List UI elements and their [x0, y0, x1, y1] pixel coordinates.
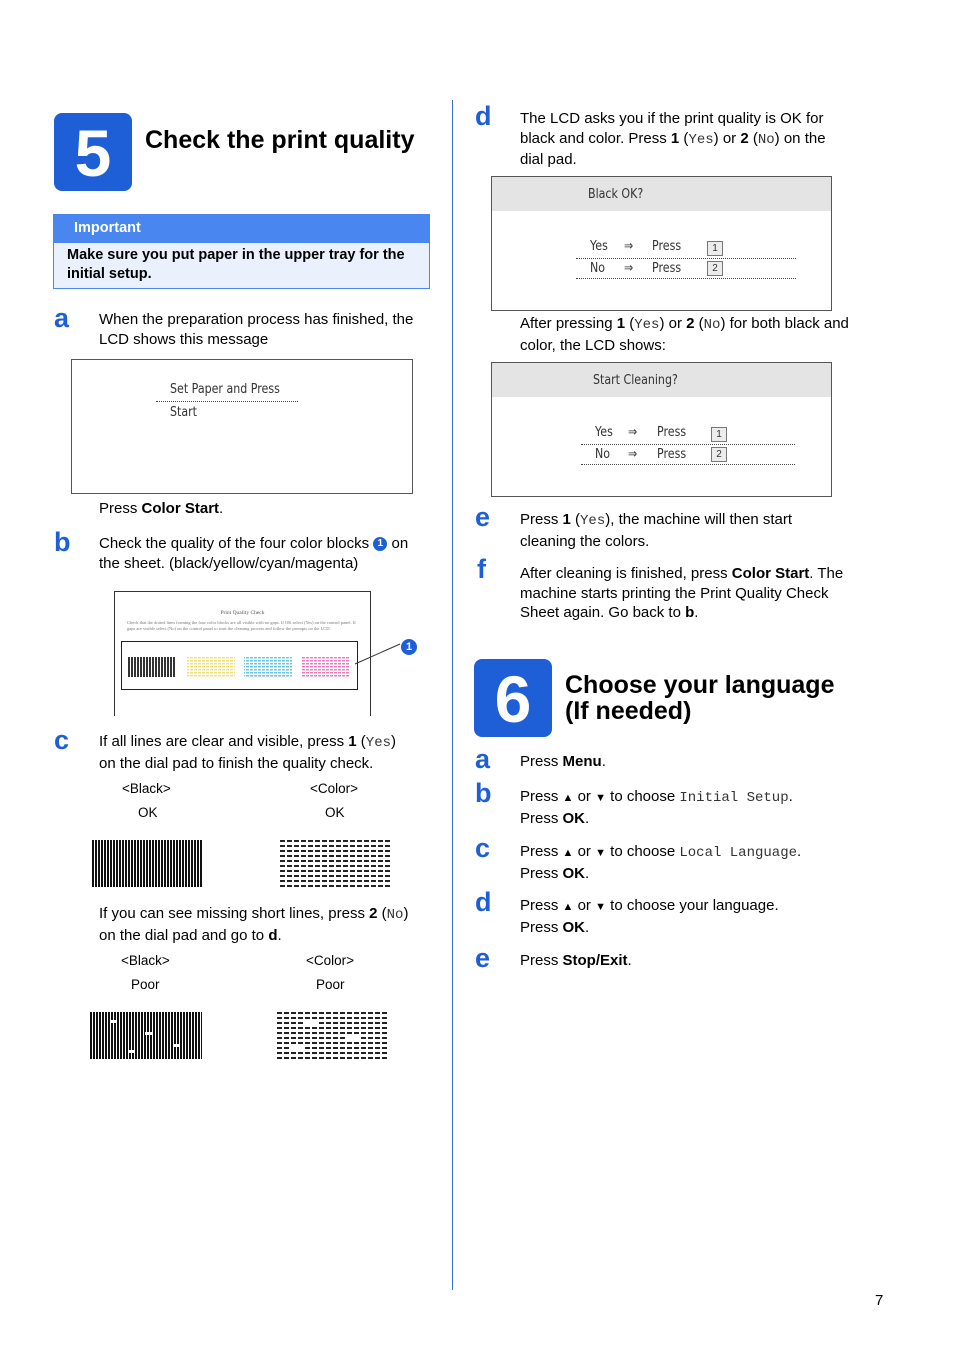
lcd-black-ok-title: Black OK?	[588, 187, 644, 202]
step-5f-text: After cleaning is finished, press Color Start. The machine starts printing the Print Quality Check Sheet again. Go back to b.	[520, 565, 844, 621]
step-5e-letter: e	[475, 502, 491, 532]
important-header-label: Important	[74, 220, 141, 236]
step-6c-text: Press ▲ or ▼ to choose Local Language. Press OK.	[520, 843, 802, 882]
lcd-press: Press	[652, 239, 682, 254]
step-5d-text: The LCD asks you if the print quality is OK for black and color. Press 1 (Yes) or 2 (No) on the dial pad.	[520, 110, 826, 168]
lcd-line1: Set Paper and Press	[170, 382, 280, 397]
black-block	[127, 657, 175, 677]
down-arrow-icon: ▼	[595, 792, 606, 804]
cyan-block	[244, 657, 292, 677]
step-6a-text: Press Menu.	[520, 753, 606, 770]
arrow-icon: ⇒	[624, 239, 634, 254]
quality-sheet	[114, 591, 371, 716]
step-6e-text: Press Stop/Exit.	[520, 952, 632, 969]
arrow-icon: ⇒	[628, 447, 638, 462]
step-6d-letter: d	[475, 887, 492, 917]
step-5c-text2: If you can see missing short lines, press 2 (No) on the dial pad and go to d.	[99, 905, 409, 944]
lcd-dotline	[576, 258, 796, 259]
key-1: 1	[711, 427, 727, 442]
important-text: Make sure you put paper in the upper tray for the initial setup.	[67, 247, 405, 282]
sheet-title: Print Quality Check	[220, 610, 265, 616]
important-box	[53, 214, 430, 289]
lcd-dotline	[576, 278, 796, 279]
ok-color-label: <Color>	[310, 781, 359, 796]
step-5c-text1: If all lines are clear and visible, press 1 (Yes) on the dial pad to finish the quality check.	[99, 733, 397, 772]
step-5d-letter: d	[475, 101, 492, 131]
ok-color-value: OK	[325, 805, 345, 820]
up-arrow-icon: ▲	[562, 847, 574, 859]
lcd-yes: Yes	[590, 239, 608, 254]
poor-color-label: <Color>	[306, 953, 355, 968]
step-6d-text: Press ▲ or ▼ to choose your language. Press OK.	[520, 897, 779, 936]
color-blocks-frame	[121, 641, 358, 690]
arrow-icon: ⇒	[628, 425, 638, 440]
step-5a-after: Press Color Start.	[99, 500, 224, 517]
page-number: 7	[875, 1292, 884, 1309]
lcd-yes: Yes	[595, 425, 613, 440]
lcd-black-ok-header	[492, 177, 831, 211]
key-2: 2	[711, 447, 727, 462]
poor-color-pattern	[277, 1012, 391, 1060]
lcd-press: Press	[652, 261, 682, 276]
lcd-dotline	[156, 401, 298, 402]
lcd-dotline	[581, 444, 795, 445]
lcd-dotline	[581, 464, 795, 465]
step-5a-text: When the preparation process has finished, the LCD shows this message	[99, 311, 414, 348]
poor-black-value: Poor	[131, 977, 160, 992]
poor-black-pattern	[90, 1012, 204, 1060]
poor-black-label: <Black>	[121, 953, 170, 968]
lcd-press: Press	[657, 447, 687, 462]
lcd-line2: Start	[170, 405, 198, 420]
step-6-title-line1: Choose your language	[565, 671, 835, 699]
down-arrow-icon: ▼	[595, 901, 606, 913]
column-divider	[452, 100, 453, 1290]
step-5a-letter: a	[54, 303, 70, 333]
key-1: 1	[707, 241, 723, 256]
lcd-press: Press	[657, 425, 687, 440]
step-6a-letter: a	[475, 744, 491, 774]
ok-black-value: OK	[138, 805, 158, 820]
step-5b-text: Check the quality of the four color blocks 1 on the sheet. (black/yellow/cyan/magenta)	[99, 535, 409, 572]
ok-black-pattern	[92, 840, 204, 888]
lcd-start-cleaning	[491, 362, 832, 497]
lcd-no: No	[595, 447, 611, 462]
step-6-title-line2: (If needed)	[565, 697, 692, 725]
step-5e-text: Press 1 (Yes), the machine will then start cleaning the colors.	[520, 511, 793, 550]
poor-color-value: Poor	[316, 977, 345, 992]
sheet-text: Check that the dotted lines forming the four color blocks are all visible with no gaps. If OK select (Yes) on the control panel. If gaps are visible select (No) on the control panel to start the cleaning process and follow the prompts on the LCD.	[127, 620, 356, 631]
step-6e-letter: e	[475, 943, 491, 973]
key-2: 2	[707, 261, 723, 276]
ok-black-label: <Black>	[122, 781, 171, 796]
up-arrow-icon: ▲	[562, 901, 574, 913]
arrow-icon: ⇒	[624, 261, 634, 276]
down-arrow-icon: ▼	[595, 847, 606, 859]
yellow-block	[187, 657, 235, 677]
step-5d-after: After pressing 1 (Yes) or 2 (No) for both black and color, the LCD shows:	[520, 315, 849, 354]
step-5-title: Check the print quality	[145, 126, 415, 154]
step-6-badge: 6	[474, 659, 552, 737]
step-6b-text: Press ▲ or ▼ to choose Initial Setup. Press OK.	[520, 788, 793, 827]
step-6b-letter: b	[475, 778, 492, 808]
lcd-set-paper	[71, 359, 413, 494]
magenta-block	[302, 657, 350, 677]
callout-1-inline: 1	[373, 537, 387, 551]
lcd-black-ok	[491, 176, 832, 311]
ok-color-pattern	[280, 840, 392, 888]
step-5c-letter: c	[54, 725, 70, 755]
lcd-start-cleaning-title: Start Cleaning?	[593, 373, 678, 388]
up-arrow-icon: ▲	[562, 792, 574, 804]
step-5f-letter: f	[477, 554, 486, 584]
color-blocks	[122, 642, 357, 689]
lcd-no: No	[590, 261, 606, 276]
step-6c-letter: c	[475, 833, 491, 863]
step-5b-letter: b	[54, 527, 71, 557]
callout-1: 1	[401, 639, 417, 655]
step-5-badge: 5	[54, 113, 132, 191]
